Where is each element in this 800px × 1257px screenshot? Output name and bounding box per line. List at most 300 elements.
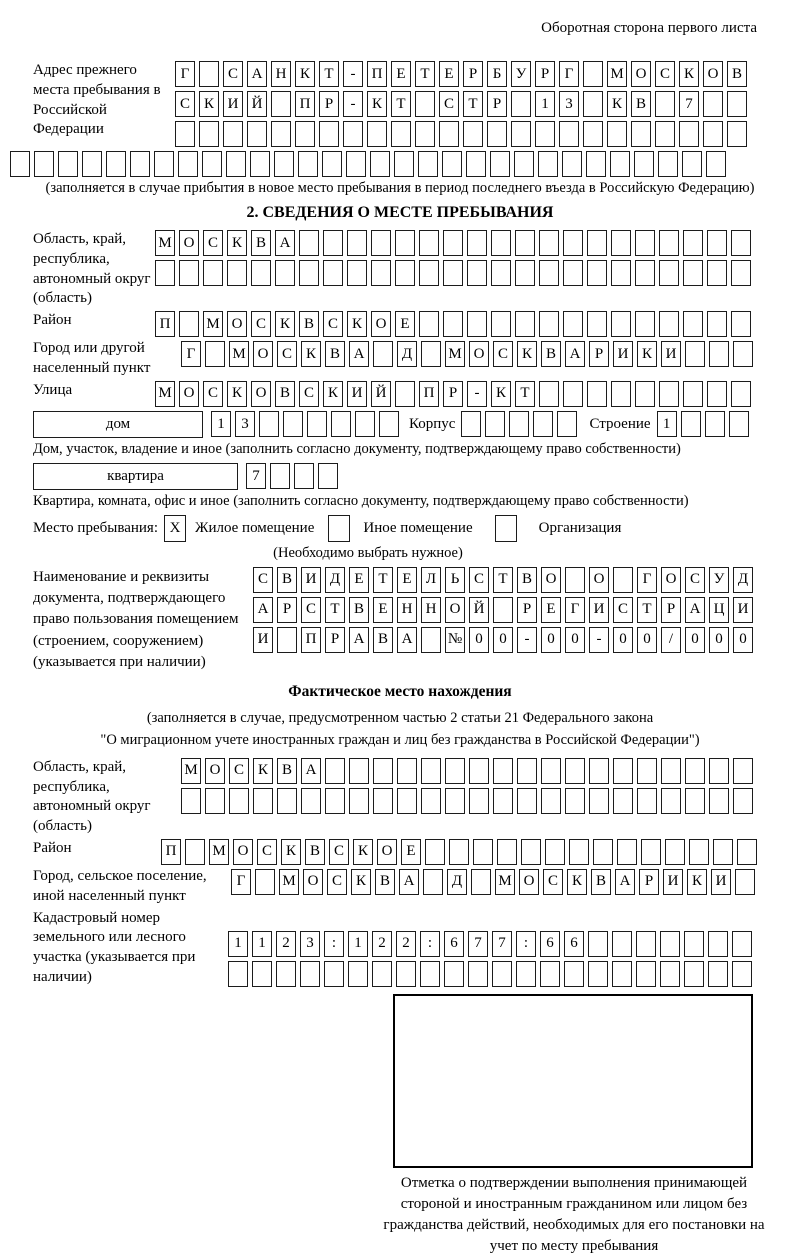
char-box <box>729 411 749 437</box>
char-box: К <box>517 341 537 367</box>
char-box <box>394 151 414 177</box>
document-boxes-3 <box>253 627 753 653</box>
cadastre-boxes-2 <box>228 961 752 987</box>
char-box: Р <box>535 61 555 87</box>
char-box: 7 <box>468 931 488 957</box>
char-box: Р <box>661 597 681 623</box>
char-box <box>10 151 30 177</box>
char-box: Е <box>439 61 459 87</box>
char-box <box>557 411 577 437</box>
page-header-note: Оборотная сторона первого листа <box>541 20 757 36</box>
char-box: С <box>613 597 633 623</box>
char-box: О <box>541 567 561 593</box>
checkbox-dwelling: X <box>164 515 186 542</box>
char-box: К <box>347 311 367 337</box>
char-box: 3 <box>300 931 320 957</box>
char-box <box>635 230 655 256</box>
char-box <box>468 961 488 987</box>
district-boxes <box>155 311 751 337</box>
char-box <box>703 121 723 147</box>
char-box <box>733 758 753 784</box>
char-box: К <box>367 91 387 117</box>
char-box <box>415 91 435 117</box>
char-box: М <box>155 381 175 407</box>
option-other-premises-label: Иное помещение <box>363 519 473 536</box>
char-box <box>511 91 531 117</box>
char-box <box>635 311 655 337</box>
char-box <box>541 788 561 814</box>
char-box: 3 <box>559 91 579 117</box>
char-box <box>300 961 320 987</box>
char-box: С <box>257 839 277 865</box>
char-box <box>636 961 656 987</box>
char-box <box>420 961 440 987</box>
char-box <box>444 961 464 987</box>
char-box <box>275 260 295 286</box>
char-box <box>539 260 559 286</box>
char-box: Р <box>589 341 609 367</box>
char-box <box>255 869 275 895</box>
char-box <box>179 260 199 286</box>
char-box: В <box>349 597 369 623</box>
char-box <box>727 91 747 117</box>
char-box <box>737 839 757 865</box>
char-box: Й <box>371 381 391 407</box>
char-box <box>425 839 445 865</box>
char-box <box>515 230 535 256</box>
char-box: И <box>733 597 753 623</box>
char-box <box>539 381 559 407</box>
char-box <box>491 260 511 286</box>
prev-address-row-1 <box>175 61 747 87</box>
actual-region-row <box>33 758 767 837</box>
char-box <box>373 788 393 814</box>
region-boxes-2 <box>155 260 751 286</box>
char-box: Р <box>639 869 659 895</box>
char-box: В <box>275 381 295 407</box>
char-box <box>731 260 751 286</box>
char-box: 7 <box>492 931 512 957</box>
char-box: Е <box>397 567 417 593</box>
char-box <box>569 839 589 865</box>
char-box <box>355 411 375 437</box>
char-box <box>493 758 513 784</box>
char-box: Т <box>319 61 339 87</box>
char-box <box>379 411 399 437</box>
prev-address-footnote: (заполняется в случае прибытия в новое место пребывания в период последнего въезда в Российскую Федерацию) <box>45 180 755 196</box>
char-box: О <box>703 61 723 87</box>
char-box: 1 <box>348 931 368 957</box>
char-box: 1 <box>228 931 248 957</box>
char-box: В <box>517 567 537 593</box>
document-boxes-2 <box>253 597 753 623</box>
char-box: Г <box>181 341 201 367</box>
char-box <box>419 311 439 337</box>
char-box: 2 <box>396 931 416 957</box>
char-box <box>487 121 507 147</box>
char-box: Т <box>515 381 535 407</box>
char-box <box>545 839 565 865</box>
cadastre-boxes-1 <box>228 931 752 957</box>
char-box: 6 <box>564 931 584 957</box>
char-box <box>185 839 205 865</box>
char-box <box>731 311 751 337</box>
char-box <box>325 758 345 784</box>
char-box <box>635 381 655 407</box>
actual-location-note <box>33 708 767 752</box>
char-box <box>660 931 680 957</box>
stamp-area <box>393 994 753 1168</box>
char-box: В <box>325 341 345 367</box>
char-box: Е <box>391 61 411 87</box>
korpus-label: Корпус <box>409 415 456 432</box>
char-box: С <box>229 758 249 784</box>
char-box <box>181 788 201 814</box>
char-box: А <box>349 341 369 367</box>
char-box: Л <box>421 567 441 593</box>
char-box <box>713 839 733 865</box>
house-row <box>33 411 767 438</box>
char-box <box>397 758 417 784</box>
char-box <box>565 567 585 593</box>
char-box: С <box>493 341 513 367</box>
char-box: К <box>491 381 511 407</box>
char-box: В <box>373 627 393 653</box>
char-box <box>443 230 463 256</box>
char-box <box>347 260 367 286</box>
char-box: М <box>607 61 627 87</box>
char-box <box>636 931 656 957</box>
char-box <box>709 788 729 814</box>
char-box: М <box>279 869 299 895</box>
char-box <box>461 411 481 437</box>
char-box: А <box>349 627 369 653</box>
char-box: Г <box>565 597 585 623</box>
char-box: Г <box>637 567 657 593</box>
char-box: П <box>301 627 321 653</box>
char-box <box>396 961 416 987</box>
char-box: 2 <box>372 931 392 957</box>
char-box: К <box>295 61 315 87</box>
char-box <box>661 758 681 784</box>
char-box: Д <box>447 869 467 895</box>
document-boxes-1 <box>253 567 753 593</box>
char-box <box>299 260 319 286</box>
document-row <box>33 567 767 673</box>
char-box: Г <box>231 869 251 895</box>
char-box <box>515 311 535 337</box>
char-box <box>565 788 585 814</box>
char-box <box>535 121 555 147</box>
apartment-type-box: квартира <box>33 463 238 490</box>
char-box <box>660 961 680 987</box>
char-box: 0 <box>493 627 513 653</box>
char-box: К <box>351 869 371 895</box>
char-box: И <box>613 341 633 367</box>
char-box: И <box>711 869 731 895</box>
char-box: И <box>663 869 683 895</box>
char-box: С <box>301 597 321 623</box>
char-box <box>563 260 583 286</box>
cadastre-row <box>33 909 767 988</box>
char-box <box>708 931 728 957</box>
char-box <box>731 381 751 407</box>
char-box: К <box>637 341 657 367</box>
actual-location-note-line2: "О миграционном учете иностранных граждан и лиц без гражданства в Российской Федерации") <box>100 732 700 749</box>
char-box <box>610 151 630 177</box>
char-box <box>684 931 704 957</box>
char-box: М <box>495 869 515 895</box>
char-box: А <box>247 61 267 87</box>
char-box: Г <box>175 61 195 87</box>
char-box: К <box>323 381 343 407</box>
char-box <box>58 151 78 177</box>
char-box <box>202 151 222 177</box>
char-box: П <box>295 91 315 117</box>
char-box <box>349 758 369 784</box>
stay-place-row <box>33 515 767 542</box>
char-box <box>226 151 246 177</box>
prev-address-label: Адрес прежнего места пребывания в Российской Федерации <box>33 62 161 138</box>
char-box <box>539 311 559 337</box>
char-box: К <box>679 61 699 87</box>
char-box: С <box>203 230 223 256</box>
char-box <box>467 311 487 337</box>
char-box: Р <box>487 91 507 117</box>
char-box <box>562 151 582 177</box>
char-box: 2 <box>276 931 296 957</box>
char-box: К <box>227 381 247 407</box>
char-box: О <box>469 341 489 367</box>
char-box <box>322 151 342 177</box>
char-box <box>511 121 531 147</box>
actual-district-row <box>33 839 767 865</box>
char-box <box>271 121 291 147</box>
char-box: О <box>253 341 273 367</box>
char-box <box>391 121 411 147</box>
char-box: - <box>589 627 609 653</box>
char-box: Р <box>463 61 483 87</box>
char-box: 6 <box>444 931 464 957</box>
char-box <box>323 230 343 256</box>
stay-place-footnote: (Необходимо выбрать нужное) <box>273 544 463 561</box>
char-box <box>514 151 534 177</box>
option-organization-label: Организация <box>538 519 622 536</box>
char-box <box>517 758 537 784</box>
char-box <box>485 411 505 437</box>
char-box: В <box>251 230 271 256</box>
char-box: 3 <box>235 411 255 437</box>
char-box <box>259 411 279 437</box>
char-box <box>443 311 463 337</box>
char-box <box>583 121 603 147</box>
char-box: : <box>420 931 440 957</box>
char-box: В <box>375 869 395 895</box>
char-box: Н <box>271 61 291 87</box>
char-box: 0 <box>613 627 633 653</box>
char-box <box>370 151 390 177</box>
char-box <box>323 260 343 286</box>
char-box <box>563 381 583 407</box>
char-box: М <box>181 758 201 784</box>
char-box <box>611 230 631 256</box>
char-box: 1 <box>211 411 231 437</box>
char-box <box>346 151 366 177</box>
actual-city-row <box>33 867 767 907</box>
char-box <box>732 931 752 957</box>
char-box: М <box>445 341 465 367</box>
char-box <box>443 260 463 286</box>
prev-address-boxes <box>175 61 747 147</box>
char-box <box>227 260 247 286</box>
char-box <box>731 230 751 256</box>
char-box: О <box>233 839 253 865</box>
char-box: С <box>253 567 273 593</box>
char-box <box>371 230 391 256</box>
prev-address-row-2 <box>175 91 747 117</box>
char-box: Р <box>319 91 339 117</box>
char-box <box>490 151 510 177</box>
char-box: В <box>541 341 561 367</box>
char-box <box>637 788 657 814</box>
char-box <box>492 961 512 987</box>
char-box: / <box>661 627 681 653</box>
char-box <box>709 758 729 784</box>
checkbox-other-premises <box>328 515 350 542</box>
char-box: К <box>281 839 301 865</box>
street-label: Улица <box>33 381 73 398</box>
char-box: 0 <box>541 627 561 653</box>
char-box: О <box>179 381 199 407</box>
char-box <box>685 341 705 367</box>
char-box: 6 <box>540 931 560 957</box>
char-box <box>491 311 511 337</box>
actual-city-boxes <box>231 869 755 895</box>
char-box: В <box>727 61 747 87</box>
char-box: К <box>227 230 247 256</box>
char-box <box>419 230 439 256</box>
char-box <box>301 788 321 814</box>
char-box <box>706 151 726 177</box>
char-box <box>175 121 195 147</box>
char-box <box>253 788 273 814</box>
char-box <box>349 788 369 814</box>
char-box <box>229 788 249 814</box>
char-box <box>199 61 219 87</box>
char-box: В <box>299 311 319 337</box>
char-box <box>587 381 607 407</box>
char-box <box>733 788 753 814</box>
char-box <box>541 758 561 784</box>
char-box: К <box>607 91 627 117</box>
char-box <box>274 151 294 177</box>
char-box: У <box>511 61 531 87</box>
char-box: Й <box>247 91 267 117</box>
char-box: 1 <box>252 931 272 957</box>
char-box: Д <box>733 567 753 593</box>
char-box <box>611 260 631 286</box>
char-box <box>439 121 459 147</box>
char-box <box>252 961 272 987</box>
char-box: А <box>399 869 419 895</box>
char-box: А <box>565 341 585 367</box>
char-box: О <box>631 61 651 87</box>
stroenie-label: Строение <box>589 415 651 432</box>
char-box: К <box>301 341 321 367</box>
char-box <box>373 758 393 784</box>
char-box <box>473 839 493 865</box>
char-box <box>82 151 102 177</box>
option-dwelling-label: Жилое помещение <box>195 519 315 536</box>
char-box <box>679 121 699 147</box>
house-footnote: Дом, участок, владение и иное (заполнить согласно документу, подтверждающему право собственности) <box>33 440 681 457</box>
char-box <box>295 121 315 147</box>
char-box <box>469 758 489 784</box>
char-box: Р <box>443 381 463 407</box>
char-box: М <box>229 341 249 367</box>
char-box: Т <box>325 597 345 623</box>
char-box: С <box>175 91 195 117</box>
char-box <box>463 121 483 147</box>
char-box: О <box>589 567 609 593</box>
char-box <box>318 463 338 489</box>
char-box <box>689 839 709 865</box>
char-box: - <box>517 627 537 653</box>
char-box: И <box>223 91 243 117</box>
char-box <box>154 151 174 177</box>
city-boxes <box>181 341 753 367</box>
char-box <box>681 411 701 437</box>
char-box: 1 <box>535 91 555 117</box>
char-box <box>205 341 225 367</box>
char-box <box>372 961 392 987</box>
char-box: П <box>155 311 175 337</box>
char-box <box>270 463 290 489</box>
char-box <box>563 311 583 337</box>
char-box: К <box>199 91 219 117</box>
char-box <box>589 788 609 814</box>
stay-place-label: Место пребывания: <box>33 519 158 536</box>
char-box <box>467 260 487 286</box>
char-box <box>419 260 439 286</box>
char-box <box>685 788 705 814</box>
char-box: П <box>419 381 439 407</box>
char-box: К <box>253 758 273 784</box>
char-box: К <box>275 311 295 337</box>
document-boxes <box>253 567 753 653</box>
section2-title: 2. СВЕДЕНИЯ О МЕСТЕ ПРЕБЫВАНИЯ <box>246 204 554 221</box>
char-box: 0 <box>733 627 753 653</box>
char-box <box>223 121 243 147</box>
char-box <box>563 230 583 256</box>
char-box <box>228 961 248 987</box>
char-box <box>247 121 267 147</box>
prev-address-row-3 <box>175 121 747 147</box>
char-box: С <box>299 381 319 407</box>
char-box <box>466 151 486 177</box>
char-box: 0 <box>709 627 729 653</box>
char-box: О <box>445 597 465 623</box>
char-box <box>423 869 443 895</box>
prev-address-row-4 <box>10 151 767 177</box>
char-box: Е <box>373 597 393 623</box>
char-box: В <box>277 758 297 784</box>
char-box <box>665 839 685 865</box>
char-box <box>421 341 441 367</box>
char-box <box>418 151 438 177</box>
char-box <box>588 961 608 987</box>
char-box <box>735 869 755 895</box>
